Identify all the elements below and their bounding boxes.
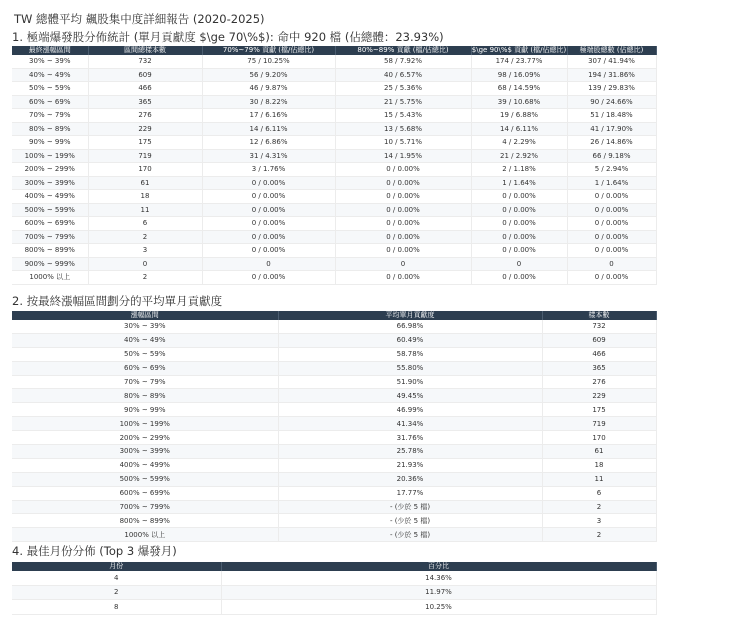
table-cell: 56 / 9.20% bbox=[202, 68, 335, 82]
table-cell: 2 bbox=[12, 585, 221, 600]
table-cell: 719 bbox=[88, 149, 202, 163]
table-cell: 800% ~ 899% bbox=[12, 514, 278, 528]
table-cell: 2 bbox=[542, 528, 656, 542]
table-cell: 60.49% bbox=[278, 333, 542, 347]
table-cell: 5 / 2.94% bbox=[567, 163, 656, 177]
table-cell: - (少於 5 檔) bbox=[278, 514, 542, 528]
table-cell: 0 / 0.00% bbox=[567, 203, 656, 217]
table-cell: 40% ~ 49% bbox=[12, 333, 278, 347]
table-cell: 0 / 0.00% bbox=[471, 244, 567, 258]
column-header: 最終漲幅區間 bbox=[12, 46, 88, 55]
table-cell: 0 / 0.00% bbox=[202, 271, 335, 285]
table-row bbox=[12, 514, 656, 528]
table-cell: 50% ~ 59% bbox=[12, 347, 278, 361]
table-cell: 276 bbox=[88, 109, 202, 123]
table-cell: 2 bbox=[88, 230, 202, 244]
table-cell: 466 bbox=[88, 82, 202, 96]
section-4-title: 4. 最佳月份分佈 (Top 3 爆發月) bbox=[12, 544, 177, 558]
table-cell: 68 / 14.59% bbox=[471, 82, 567, 96]
table-cell: 25 / 5.36% bbox=[335, 82, 471, 96]
table-row bbox=[12, 333, 656, 347]
table-cell: 0 / 0.00% bbox=[471, 271, 567, 285]
table-cell: 609 bbox=[88, 68, 202, 82]
table-row bbox=[12, 600, 656, 615]
table-cell: 300% ~ 399% bbox=[12, 176, 88, 190]
table-cell: 0 / 0.00% bbox=[335, 176, 471, 190]
table-cell: 0 / 0.00% bbox=[335, 203, 471, 217]
table-cell: 51 / 18.48% bbox=[567, 109, 656, 123]
table-cell: 11 bbox=[88, 203, 202, 217]
table-cell: 13 / 5.68% bbox=[335, 122, 471, 136]
table-row bbox=[12, 257, 656, 271]
table-row bbox=[12, 347, 656, 361]
table-row bbox=[12, 472, 656, 486]
table-cell: 90% ~ 99% bbox=[12, 403, 278, 417]
table-cell: 30% ~ 39% bbox=[12, 55, 88, 68]
table-cell: 30 / 8.22% bbox=[202, 95, 335, 109]
table-cell: 0 / 0.00% bbox=[202, 230, 335, 244]
table-cell: 0 / 0.00% bbox=[202, 190, 335, 204]
table-cell: 46 / 9.87% bbox=[202, 82, 335, 96]
table-cell: 31 / 4.31% bbox=[202, 149, 335, 163]
table-cell: 400% ~ 499% bbox=[12, 458, 278, 472]
table-cell: 6 bbox=[88, 217, 202, 231]
table-cell: 0 / 0.00% bbox=[202, 217, 335, 231]
table-cell: 4 bbox=[12, 571, 221, 585]
table-row bbox=[12, 149, 656, 163]
table-cell: 4 / 2.29% bbox=[471, 136, 567, 150]
column-header: 極端股總數 (佔總比) bbox=[567, 46, 656, 55]
table-row bbox=[12, 55, 656, 68]
table-cell: 3 / 1.76% bbox=[202, 163, 335, 177]
table-cell: 0 / 0.00% bbox=[567, 271, 656, 285]
table-cell: 40 / 6.57% bbox=[335, 68, 471, 82]
table-cell: 20.36% bbox=[278, 472, 542, 486]
table-cell: 80% ~ 89% bbox=[12, 389, 278, 403]
table-cell: 365 bbox=[88, 95, 202, 109]
table-cell: 139 / 29.83% bbox=[567, 82, 656, 96]
table-cell: 51.90% bbox=[278, 375, 542, 389]
table-row bbox=[12, 375, 656, 389]
table-cell: 30% ~ 39% bbox=[12, 320, 278, 333]
table-cell: 2 bbox=[542, 500, 656, 514]
table-cell: 0 / 0.00% bbox=[335, 190, 471, 204]
table-cell: 0 / 0.00% bbox=[567, 244, 656, 258]
table-cell: 58 / 7.92% bbox=[335, 55, 471, 68]
table-cell: 0 / 0.00% bbox=[471, 217, 567, 231]
table-row bbox=[12, 68, 656, 82]
table-row bbox=[12, 230, 656, 244]
column-header: $\ge 90\%$ 貢獻 (檔/佔總比) bbox=[471, 46, 567, 54]
table-cell: 100% ~ 199% bbox=[12, 417, 278, 431]
table-cell: 0 / 0.00% bbox=[335, 163, 471, 177]
table-cell: 175 bbox=[88, 136, 202, 150]
table-cell: 100% ~ 199% bbox=[12, 149, 88, 163]
table-cell: 90% ~ 99% bbox=[12, 136, 88, 150]
table-cell: 466 bbox=[542, 347, 656, 361]
table-row bbox=[12, 585, 656, 600]
table-row bbox=[12, 203, 656, 217]
table-cell: 2 / 1.18% bbox=[471, 163, 567, 177]
table-cell: 0 / 0.00% bbox=[335, 217, 471, 231]
table-cell: 0 bbox=[88, 257, 202, 271]
table-cell: 11 bbox=[542, 472, 656, 486]
column-header: 80%~89% 貢獻 (檔/佔總比) bbox=[335, 46, 471, 55]
table-cell: 80% ~ 89% bbox=[12, 122, 88, 136]
table-cell: 609 bbox=[542, 333, 656, 347]
table-row bbox=[12, 122, 656, 136]
table-row bbox=[12, 458, 656, 472]
table-cell: 66.98% bbox=[278, 320, 542, 333]
table-cell: 60% ~ 69% bbox=[12, 361, 278, 375]
table-cell: 500% ~ 599% bbox=[12, 203, 88, 217]
table-cell: 175 bbox=[542, 403, 656, 417]
column-header: 漲幅區間 bbox=[12, 311, 278, 320]
table-cell: 25.78% bbox=[278, 445, 542, 459]
section-2-title: 2. 按最終漲幅區間劃分的平均單月貢獻度 bbox=[12, 294, 223, 308]
table-cell: 66 / 9.18% bbox=[567, 149, 656, 163]
table-cell: 70% ~ 79% bbox=[12, 375, 278, 389]
table-cell: 700% ~ 799% bbox=[12, 230, 88, 244]
table-cell: 17 / 6.16% bbox=[202, 109, 335, 123]
table-cell: 732 bbox=[88, 55, 202, 68]
table-cell: 276 bbox=[542, 375, 656, 389]
table-cell: 61 bbox=[88, 176, 202, 190]
table-row bbox=[12, 571, 656, 585]
table-cell: 0 / 0.00% bbox=[567, 230, 656, 244]
table-cell: 11.97% bbox=[221, 585, 656, 600]
table-cell: 14.36% bbox=[221, 571, 656, 585]
table-cell: 0 / 0.00% bbox=[471, 230, 567, 244]
table-cell: 75 / 10.25% bbox=[202, 55, 335, 68]
table-cell: 15 / 5.43% bbox=[335, 109, 471, 123]
table-cell: 18 bbox=[88, 190, 202, 204]
table-cell: 39 / 10.68% bbox=[471, 95, 567, 109]
table-cell: 732 bbox=[542, 320, 656, 333]
column-header: 平均單月貢獻度 bbox=[278, 311, 542, 320]
table-row bbox=[12, 431, 656, 445]
table-cell: - (少於 5 檔) bbox=[278, 528, 542, 542]
column-header: 樣本數 bbox=[542, 311, 656, 320]
table-cell: 14 / 6.11% bbox=[202, 122, 335, 136]
table-cell: 174 / 23.77% bbox=[471, 55, 567, 68]
table-row bbox=[12, 320, 656, 333]
table-cell: 14 / 6.11% bbox=[471, 122, 567, 136]
table-cell: 400% ~ 499% bbox=[12, 190, 88, 204]
table-cell: 365 bbox=[542, 361, 656, 375]
table-row bbox=[12, 190, 656, 204]
table-cell: 1 / 1.64% bbox=[567, 176, 656, 190]
table-cell: 2 bbox=[88, 271, 202, 285]
table-cell: 307 / 41.94% bbox=[567, 55, 656, 68]
section-1-title: 1. 極端爆發股分佈統計 (單月貢獻度 $\ge 70\%$): 命中 920 檔 (佔總體：23.93%) bbox=[12, 30, 444, 44]
table-row bbox=[12, 82, 656, 96]
table-cell: 18 bbox=[542, 458, 656, 472]
table-cell: 6 bbox=[542, 486, 656, 500]
table-cell: 0 bbox=[471, 257, 567, 271]
table-cell: 60% ~ 69% bbox=[12, 95, 88, 109]
page-title: TW 總體平均 飆股集中度詳細報告 (2020-2025) bbox=[14, 12, 265, 26]
table-cell: 19 / 6.88% bbox=[471, 109, 567, 123]
column-header: 月份 bbox=[12, 562, 221, 571]
table-cell: 26 / 14.86% bbox=[567, 136, 656, 150]
table-cell: 600% ~ 699% bbox=[12, 486, 278, 500]
table-cell: 8 bbox=[12, 600, 221, 615]
table-cell: 0 / 0.00% bbox=[471, 190, 567, 204]
table-cell: 41.34% bbox=[278, 417, 542, 431]
table-cell: - (少於 5 檔) bbox=[278, 500, 542, 514]
table-cell: 3 bbox=[542, 514, 656, 528]
column-header: 區間總樣本數 bbox=[88, 46, 202, 55]
table-cell: 0 / 0.00% bbox=[567, 190, 656, 204]
table-cell: 70% ~ 79% bbox=[12, 109, 88, 123]
table-row bbox=[12, 417, 656, 431]
table-cell: 300% ~ 399% bbox=[12, 445, 278, 459]
table-cell: 41 / 17.90% bbox=[567, 122, 656, 136]
table-row bbox=[12, 95, 656, 109]
avg-contribution-table bbox=[12, 311, 657, 542]
table-cell: 0 bbox=[202, 257, 335, 271]
table-cell: 194 / 31.86% bbox=[567, 68, 656, 82]
table-row bbox=[12, 445, 656, 459]
table-cell: 50% ~ 59% bbox=[12, 82, 88, 96]
table-cell: 1 / 1.64% bbox=[471, 176, 567, 190]
table-cell: 46.99% bbox=[278, 403, 542, 417]
table-cell: 170 bbox=[542, 431, 656, 445]
table-cell: 0 / 0.00% bbox=[471, 203, 567, 217]
table-cell: 0 / 0.00% bbox=[335, 230, 471, 244]
table-cell: 40% ~ 49% bbox=[12, 68, 88, 82]
table-row bbox=[12, 403, 656, 417]
table-cell: 0 bbox=[335, 257, 471, 271]
table-row bbox=[12, 163, 656, 177]
table-row bbox=[12, 109, 656, 123]
table-cell: 49.45% bbox=[278, 389, 542, 403]
extreme-distribution-table bbox=[12, 46, 657, 285]
table-cell: 500% ~ 599% bbox=[12, 472, 278, 486]
table-cell: 10 / 5.71% bbox=[335, 136, 471, 150]
table-cell: 98 / 16.09% bbox=[471, 68, 567, 82]
table-cell: 21.93% bbox=[278, 458, 542, 472]
table-cell: 900% ~ 999% bbox=[12, 257, 88, 271]
table-cell: 229 bbox=[88, 122, 202, 136]
table-cell: 3 bbox=[88, 244, 202, 258]
table-cell: 90 / 24.66% bbox=[567, 95, 656, 109]
table-cell: 21 / 5.75% bbox=[335, 95, 471, 109]
table-cell: 200% ~ 299% bbox=[12, 431, 278, 445]
table-cell: 700% ~ 799% bbox=[12, 500, 278, 514]
table-cell: 55.80% bbox=[278, 361, 542, 375]
table-row bbox=[12, 271, 656, 285]
table-row bbox=[12, 528, 656, 542]
table-cell: 10.25% bbox=[221, 600, 656, 615]
best-month-table bbox=[12, 562, 657, 615]
table-cell: 800% ~ 899% bbox=[12, 244, 88, 258]
table-row bbox=[12, 389, 656, 403]
table-row bbox=[12, 486, 656, 500]
table-cell: 0 / 0.00% bbox=[202, 244, 335, 258]
table-cell: 170 bbox=[88, 163, 202, 177]
table-row bbox=[12, 244, 656, 258]
column-header: 70%~79% 貢獻 (檔/佔總比) bbox=[202, 46, 335, 55]
table-row bbox=[12, 176, 656, 190]
table-cell: 1000% 以上 bbox=[12, 528, 278, 542]
table-cell: 58.78% bbox=[278, 347, 542, 361]
table-cell: 14 / 1.95% bbox=[335, 149, 471, 163]
table-cell: 61 bbox=[542, 445, 656, 459]
table-cell: 0 bbox=[567, 257, 656, 271]
table-cell: 0 / 0.00% bbox=[202, 203, 335, 217]
table-cell: 21 / 2.92% bbox=[471, 149, 567, 163]
table-cell: 1000% 以上 bbox=[12, 271, 88, 285]
table-cell: 17.77% bbox=[278, 486, 542, 500]
table-cell: 0 / 0.00% bbox=[202, 176, 335, 190]
table-cell: 31.76% bbox=[278, 431, 542, 445]
table-row bbox=[12, 500, 656, 514]
table-cell: 719 bbox=[542, 417, 656, 431]
table-cell: 200% ~ 299% bbox=[12, 163, 88, 177]
table-cell: 600% ~ 699% bbox=[12, 217, 88, 231]
table-cell: 229 bbox=[542, 389, 656, 403]
table-cell: 12 / 6.86% bbox=[202, 136, 335, 150]
table-row bbox=[12, 136, 656, 150]
table-cell: 0 / 0.00% bbox=[335, 271, 471, 285]
table-row bbox=[12, 361, 656, 375]
table-cell: 0 / 0.00% bbox=[335, 244, 471, 258]
table-cell: 0 / 0.00% bbox=[567, 217, 656, 231]
table-row bbox=[12, 217, 656, 231]
column-header: 百分比 bbox=[221, 562, 656, 571]
